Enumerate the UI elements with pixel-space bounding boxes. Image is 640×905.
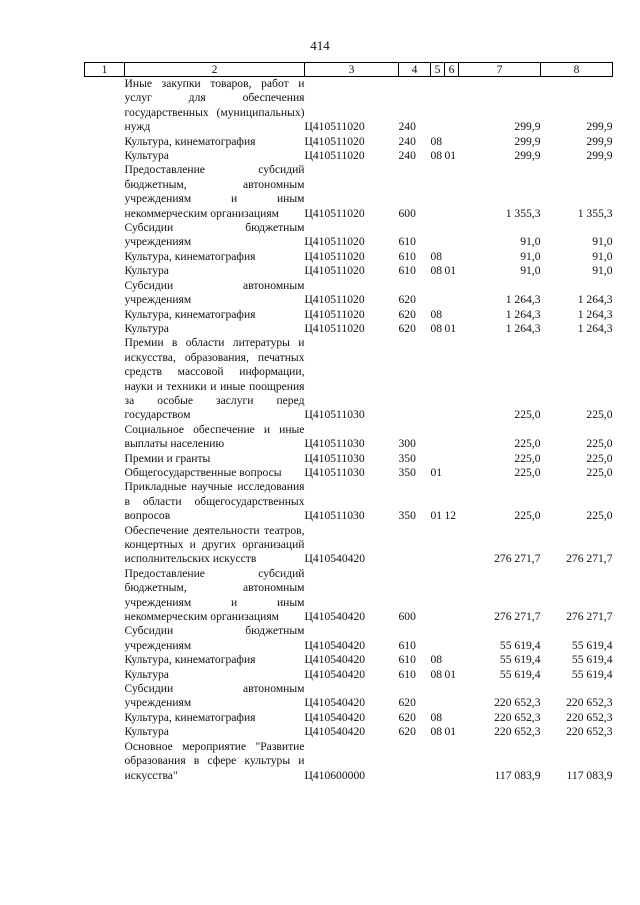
section-code: [431, 524, 445, 567]
target-code: Ц410540420: [304, 710, 366, 724]
table-row: [85, 221, 613, 250]
expense-type: 620: [398, 293, 416, 307]
target-code: Ц410511020: [304, 206, 365, 220]
amount-year-2: 276 271,7: [566, 552, 613, 566]
section-code: [431, 221, 445, 250]
section-code: 08: [430, 134, 443, 148]
cell-empty: [85, 740, 125, 783]
column-header-5: 5: [431, 63, 445, 77]
section-code: 08: [430, 321, 443, 335]
cell-empty: [85, 567, 125, 625]
table-row: [85, 264, 613, 278]
expense-type: 620: [398, 710, 416, 724]
amount-year-1: 299,9: [514, 120, 541, 134]
expense-type: 240: [398, 120, 416, 134]
amount-year-1: 1 355,3: [505, 206, 541, 220]
target-code: Ц410511030: [304, 451, 365, 465]
table-row: [85, 135, 613, 149]
item-name: Предоставление субсидий бюджетным, автономным учреждениям и иным некоммерческим организациям: [124, 566, 305, 624]
cell-empty: [85, 466, 125, 480]
section-code: [431, 423, 445, 452]
table-row: [85, 653, 613, 667]
amount-year-2: 91,0: [592, 249, 613, 263]
table-row: [85, 452, 613, 466]
table-row: [85, 480, 613, 523]
cell-empty: [85, 279, 125, 308]
item-name: Предоставление субсидий бюджетным, автономным учреждениям и иным некоммерческим организациям: [124, 163, 305, 220]
amount-year-2: 220 652,3: [566, 710, 613, 724]
item-name: Культура: [124, 321, 169, 335]
target-code: Ц410540420: [304, 638, 366, 652]
amount-year-2: 220 652,3: [566, 696, 613, 710]
cell-empty: [85, 682, 125, 711]
subsection-code: [445, 279, 459, 308]
subsection-code: [445, 250, 459, 264]
item-name: Субсидии бюджетным учреждениям: [124, 624, 305, 652]
amount-year-1: 1 264,3: [505, 321, 541, 335]
subsection-code: 01: [444, 264, 457, 278]
table-row: [85, 567, 613, 625]
item-name: Иные закупки товаров, работ и услуг для обеспечения государственных (муниципальных) нужд: [124, 77, 305, 134]
amount-year-2: 1 264,3: [577, 307, 613, 321]
expense-type: [399, 740, 431, 783]
amount-year-2: 225,0: [586, 437, 613, 451]
cell-empty: [85, 135, 125, 149]
amount-year-1: 91,0: [520, 235, 541, 249]
target-code: Ц410540420: [304, 696, 366, 710]
subsection-code: [445, 711, 459, 725]
item-name: Социальное обеспечение и иные выплаты населению: [124, 422, 305, 451]
amount-year-2: 1 264,3: [577, 321, 613, 335]
section-code: [431, 567, 445, 625]
target-code: Ц410511030: [304, 509, 365, 523]
section-code: 08: [430, 667, 443, 681]
section-code: 08: [430, 149, 443, 163]
section-code: 08: [430, 249, 443, 263]
amount-year-2: 225,0: [586, 509, 613, 523]
section-code: [431, 740, 445, 783]
column-header-3: 3: [305, 63, 399, 77]
amount-year-2: 1 355,3: [577, 206, 613, 220]
amount-year-2: 91,0: [592, 235, 613, 249]
table-row: [85, 682, 613, 711]
subsection-code: 01: [444, 321, 457, 335]
cell-empty: [85, 336, 125, 422]
item-name: Субсидии бюджетным учреждениям: [124, 221, 305, 249]
target-code: Ц410511030: [304, 465, 365, 479]
section-code: 08: [430, 710, 443, 724]
amount-year-1: 225,0: [514, 509, 541, 523]
section-code: 01: [430, 509, 443, 523]
cell-empty: [85, 221, 125, 250]
amount-year-2: 55 619,4: [571, 653, 613, 667]
expense-type: 610: [398, 264, 416, 278]
page-number: 414: [310, 38, 330, 53]
expense-type: [399, 524, 431, 567]
amount-year-2: 55 619,4: [571, 667, 613, 681]
table-row: [85, 77, 613, 135]
table-body: [85, 77, 613, 783]
cell-empty: [85, 624, 125, 653]
amount-year-2: 276 271,7: [566, 610, 613, 624]
cell-empty: [85, 163, 125, 221]
table-row: [85, 725, 613, 739]
section-code: 08: [430, 307, 443, 321]
column-header-4: 4: [399, 63, 431, 77]
column-header-8: 8: [541, 63, 613, 77]
target-code: Ц410600000: [304, 768, 366, 782]
item-name: Культура: [124, 725, 169, 739]
subsection-code: [445, 466, 459, 480]
target-code: Ц410511020: [304, 120, 365, 134]
section-code: [431, 77, 445, 135]
table-row: [85, 740, 613, 783]
section-code: [431, 624, 445, 653]
table-row: [85, 423, 613, 452]
subsection-code: [445, 336, 459, 422]
cell-empty: [85, 668, 125, 682]
amount-year-2: 117 083,9: [566, 768, 613, 782]
column-header-6: 6: [445, 63, 459, 77]
amount-year-1: 299,9: [514, 134, 541, 148]
item-name: Прикладные научные исследования в области общегосударственных вопросов: [124, 480, 305, 523]
item-name: Культура, кинематография: [124, 307, 256, 321]
expense-type: 610: [398, 667, 416, 681]
target-code: Ц410540420: [304, 610, 366, 624]
table-row: [85, 149, 613, 163]
target-code: Ц410511020: [304, 307, 365, 321]
expense-type: 610: [398, 249, 416, 263]
subsection-code: [445, 567, 459, 625]
subsection-code: 01: [444, 725, 457, 739]
subsection-code: [445, 524, 459, 567]
section-code: 08: [430, 264, 443, 278]
amount-year-1: 1 264,3: [505, 307, 541, 321]
subsection-code: [445, 653, 459, 667]
amount-year-1: 225,0: [514, 465, 541, 479]
item-name: Культура, кинематография: [124, 653, 256, 667]
amount-year-2: 55 619,4: [571, 638, 613, 652]
expense-type: 300: [398, 437, 416, 451]
expense-type: 620: [398, 725, 416, 739]
expense-type: 240: [398, 149, 416, 163]
column-header-2: 2: [125, 63, 305, 77]
table-row: [85, 322, 613, 336]
table-row: [85, 250, 613, 264]
amount-year-1: 55 619,4: [499, 638, 541, 652]
expense-type: 620: [398, 696, 416, 710]
item-name: Премии в области литературы и искусства, образования, печатных средств массовой информации, науки и техники и иные поощрения за особые заслуги перед государством: [124, 336, 305, 422]
item-name: Субсидии автономным учреждениям: [124, 278, 305, 307]
target-code: Ц410540420: [304, 552, 366, 566]
column-numbers-row: [85, 63, 613, 77]
item-name: Культура: [124, 667, 169, 681]
amount-year-1: 225,0: [514, 451, 541, 465]
item-name: Культура: [124, 264, 169, 278]
cell-empty: [85, 250, 125, 264]
item-name: Премии и гранты: [124, 451, 211, 465]
item-name: Культура, кинематография: [124, 710, 256, 724]
expense-type: 610: [398, 653, 416, 667]
target-code: Ц410511020: [304, 321, 365, 335]
cell-empty: [85, 452, 125, 466]
amount-year-1: 225,0: [514, 408, 541, 422]
table-row: [85, 524, 613, 567]
cell-empty: [85, 264, 125, 278]
section-code: 08: [430, 725, 443, 739]
subsection-code: [445, 135, 459, 149]
subsection-code: 01: [444, 149, 457, 163]
amount-year-1: 220 652,3: [494, 710, 541, 724]
item-name: Общегосударственные вопросы: [124, 465, 282, 479]
amount-year-1: 91,0: [520, 249, 541, 263]
table-row: [85, 711, 613, 725]
cell-empty: [85, 308, 125, 322]
subsection-code: [445, 682, 459, 711]
item-name: Культура: [124, 149, 169, 163]
expense-type: 350: [398, 509, 416, 523]
amount-year-2: 225,0: [586, 451, 613, 465]
amount-year-1: 1 264,3: [505, 293, 541, 307]
item-name: Субсидии автономным учреждениям: [124, 682, 305, 710]
subsection-code: [445, 163, 459, 221]
target-code: Ц410511020: [304, 264, 365, 278]
expense-type: 610: [398, 235, 416, 249]
subsection-code: [445, 624, 459, 653]
expense-type: 620: [398, 321, 416, 335]
expense-type: 350: [398, 451, 416, 465]
amount-year-2: 299,9: [586, 134, 613, 148]
cell-empty: [85, 77, 125, 135]
cell-empty: [85, 149, 125, 163]
table-row: [85, 466, 613, 480]
expense-type: 240: [398, 134, 416, 148]
column-header-7: 7: [459, 63, 541, 77]
expense-type: [399, 336, 431, 422]
section-code: [431, 279, 445, 308]
subsection-code: [445, 423, 459, 452]
table-row: [85, 336, 613, 422]
subsection-code: [445, 221, 459, 250]
item-name: Обеспечение деятельности театров, концертных и других организаций исполнительских искусств: [124, 523, 305, 566]
cell-empty: [85, 322, 125, 336]
expense-type: 600: [398, 610, 416, 624]
subsection-code: 12: [444, 509, 457, 523]
subsection-code: [445, 77, 459, 135]
section-code: [431, 682, 445, 711]
column-header-1: 1: [85, 63, 125, 77]
amount-year-1: 299,9: [514, 149, 541, 163]
amount-year-2: 225,0: [586, 465, 613, 479]
subsection-code: [445, 452, 459, 466]
table-row: [85, 163, 613, 221]
amount-year-1: 276 271,7: [494, 552, 541, 566]
section-code: [431, 452, 445, 466]
target-code: Ц410511020: [304, 134, 365, 148]
amount-year-1: 225,0: [514, 437, 541, 451]
target-code: Ц410511020: [304, 235, 365, 249]
amount-year-2: 1 264,3: [577, 293, 613, 307]
section-code: [431, 336, 445, 422]
cell-empty: [85, 653, 125, 667]
amount-year-1: 220 652,3: [494, 725, 541, 739]
table-row: [85, 668, 613, 682]
expense-type: 600: [398, 206, 416, 220]
amount-year-1: 276 271,7: [494, 610, 541, 624]
expense-type: 620: [398, 307, 416, 321]
amount-year-1: 220 652,3: [494, 696, 541, 710]
amount-year-2: 220 652,3: [566, 725, 613, 739]
target-code: Ц410540420: [304, 725, 366, 739]
item-name: Культура, кинематография: [124, 249, 256, 263]
section-code: 01: [430, 465, 443, 479]
item-name: Основное мероприятие "Развитие образования в сфере культуры и искусства": [124, 739, 305, 782]
budget-table: [84, 62, 613, 783]
table-row: [85, 624, 613, 653]
target-code: Ц410511020: [304, 149, 365, 163]
amount-year-2: 299,9: [586, 120, 613, 134]
amount-year-2: 299,9: [586, 149, 613, 163]
target-code: Ц410540420: [304, 653, 366, 667]
target-code: Ц410540420: [304, 667, 366, 681]
target-code: Ц410511030: [304, 437, 365, 451]
amount-year-1: 55 619,4: [499, 667, 541, 681]
table-header: [85, 63, 613, 77]
amount-year-1: 55 619,4: [499, 653, 541, 667]
amount-year-2: 225,0: [586, 408, 613, 422]
cell-empty: [85, 711, 125, 725]
cell-empty: [85, 524, 125, 567]
expense-type: 350: [398, 465, 416, 479]
cell-empty: [85, 480, 125, 523]
section-code: [431, 163, 445, 221]
subsection-code: 01: [444, 667, 457, 681]
cell-empty: [85, 423, 125, 452]
amount-year-1: 117 083,9: [494, 768, 541, 782]
cell-empty: [85, 725, 125, 739]
subsection-code: [445, 740, 459, 783]
amount-year-1: 91,0: [520, 264, 541, 278]
target-code: Ц410511030: [304, 408, 365, 422]
amount-year-2: 91,0: [592, 264, 613, 278]
section-code: 08: [430, 653, 443, 667]
target-code: Ц410511020: [304, 293, 365, 307]
subsection-code: [445, 308, 459, 322]
item-name: Культура, кинематография: [124, 134, 256, 148]
target-code: Ц410511020: [304, 249, 365, 263]
table-row: [85, 279, 613, 308]
table-row: [85, 308, 613, 322]
expense-type: 610: [398, 638, 416, 652]
